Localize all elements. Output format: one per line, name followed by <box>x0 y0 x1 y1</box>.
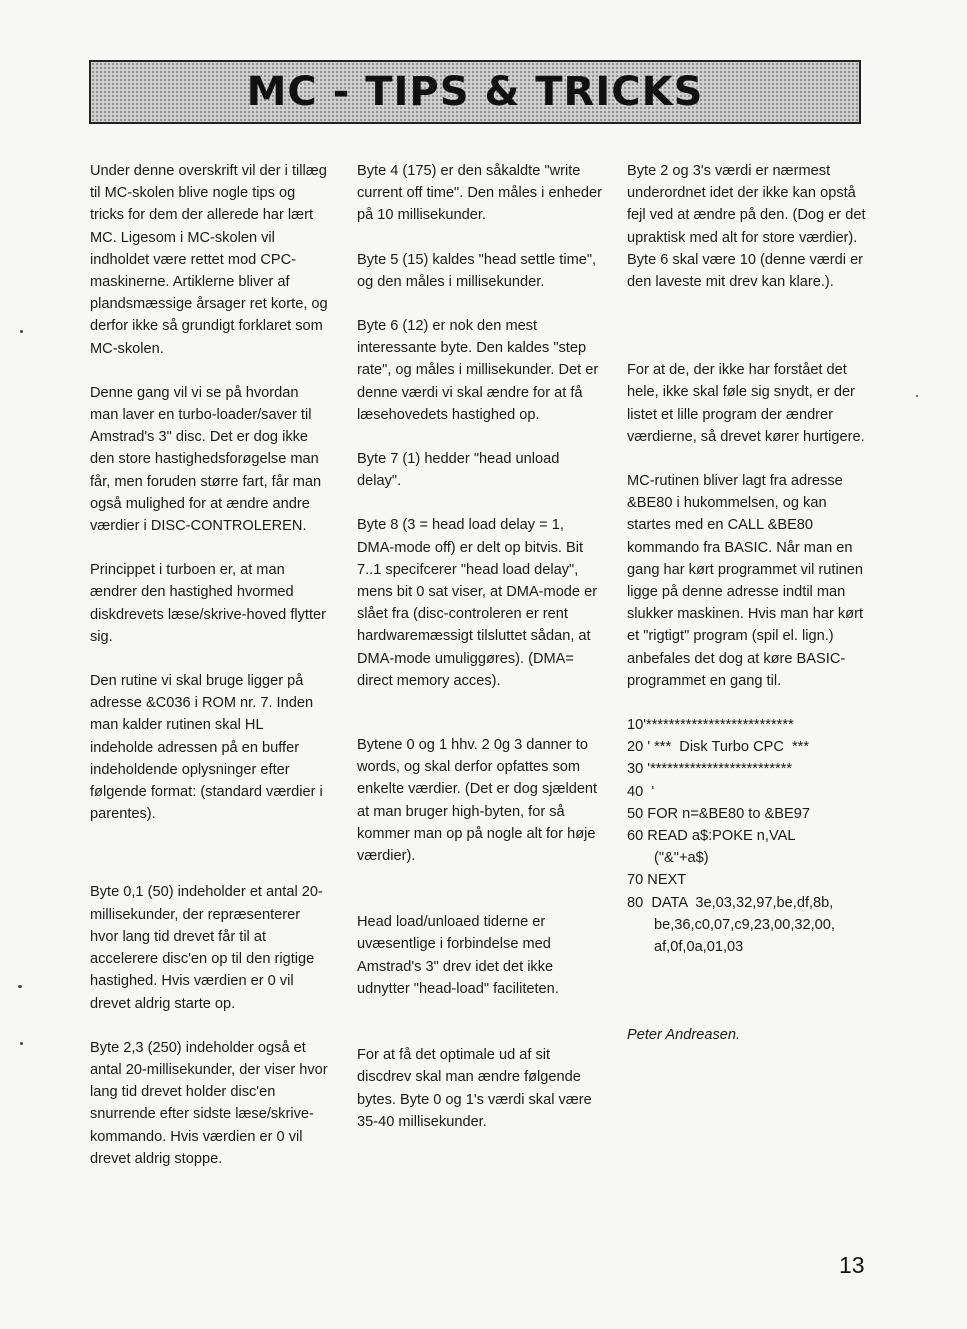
paragraph: Denne gang vil vi se på hvordan man laver en turbo-loader/saver til Amstrad's 3" disc. Det er dog ikke den store hastighedsforøgelse man får, men foruden større fart, får man også mulighed for at ændre andre værdier i DISC-CONTROLEREN. <box>90 384 322 535</box>
code-line: 40 ' <box>627 783 655 800</box>
code-line: af,0f,0a,01,03 <box>654 939 744 956</box>
code-line: ("&"+a$) <box>654 850 709 867</box>
code-line: 20 ' *** Disk Turbo CPC *** <box>627 739 810 756</box>
paragraph: Bytene 0 og 1 hhv. 2 0g 3 danner to words, og skal derfor opfattes som enkelte værdier. (Det er dog sjældent at man bruger high-byten, for så kommer man op på nogle alt for høje værdier). <box>357 737 598 865</box>
column-3 <box>627 160 872 1047</box>
scan-speck <box>916 395 918 397</box>
paragraph: Byte 2 og 3's værdi er nærmest underordnet idet der ikke kan opstå fejl ved at ændre på den. (Dog er det upraktisk med alt for store værdier). Byte 6 skal være 10 (denne værdi er den laveste mit drev kan klare.). <box>627 163 866 291</box>
page-title: MC - TIPS & TRICKS <box>246 69 704 115</box>
paragraph: Under denne overskrift vil der i tillæg til MC-skolen blive nogle tips og tricks for dem der allerede har lært MC. Ligesom i MC-skolen vil indholdet være rettet mod CPC-maskinerne. Artiklerne bliver af plandsmæssige årsager ret korte, og derfor ikke så grundigt forklaret som MC-skolen. <box>90 163 328 357</box>
paragraph: Byte 2,3 (250) indeholder også et antal 20-millisekunder, der viser hvor lang tid drevet holder disc'en snurrende efter sidste læse/skrive-kommando. Hvis værdien er 0 vil drevet aldrig stoppe. <box>90 1039 328 1167</box>
paragraph: Head load/unloaed tiderne er uvæsentlige i forbindelse med Amstrad's 3" drev idet det ikke udnytter "head-load" faciliteten. <box>357 914 559 997</box>
page-number: 13 <box>839 1252 865 1278</box>
paragraph: Byte 7 (1) hedder "head unload delay". <box>357 451 560 490</box>
paragraph: Den rutine vi skal bruge ligger på adresse &C036 i ROM nr. 7. Inden man kalder rutinen skal HL indeholde adressen på en buffer indeholdende oplysninger efter følgende format: (standard værdier i parentes). <box>90 673 323 823</box>
author-signature: Peter Andreasen. <box>627 1027 741 1044</box>
column-2 <box>357 160 602 1133</box>
paragraph: Princippet i turboen er, at man ændrer den hastighed hvormed diskdrevets læse/skrive-hoved flytter sig. <box>90 562 327 645</box>
paragraph: MC-rutinen bliver lagt fra adresse &BE80 i hukommelsen, og kan startes med en CALL &BE80 kommando fra BASIC. Når man en gang har kørt programmet vil rutinen ligge på denne adresse indtil man slukker maskinen. Hvis man har kørt et "rigtigt" program (spil el. lign.) anbefales det dog at køre BASIC-programmet en gang til. <box>627 473 864 689</box>
code-line: 50 FOR n=&BE80 to &BE97 <box>627 805 810 822</box>
paragraph: Byte 6 (12) er nok den mest interessante byte. Den kaldes "step rate", og måles i millisekunder. Det er denne værdi vi skal ændre for at få læsehovedets hastighed op. <box>357 318 599 423</box>
paragraph: Byte 0,1 (50) indeholder et antal 20-millisekunder, der repræsenterer hvor lang tid drevet får til at accelerere disc'en op til den rigtige hastighed. Hvis værdien er 0 vil drevet aldrig starte op. <box>90 884 323 1012</box>
code-line: 30 '************************* <box>627 761 793 778</box>
code-line: 10'************************** <box>627 717 794 734</box>
scan-speck <box>20 330 23 333</box>
code-line: 80 DATA 3e,03,32,97,be,df,8b, <box>627 894 834 911</box>
code-line: 60 READ a$:POKE n,VAL <box>627 828 796 845</box>
paragraph: Byte 8 (3 = head load delay = 1, DMA-mode off) er delt op bitvis. Bit 7..1 specifcerer "head load delay", mens bit 0 sat viser, at DMA-mode er slået fra (disc-controleren er rent hardwaremæssigt tilsluttet sådan, at DMA-mode umuliggøres). (DMA= direct memory acces). <box>357 517 598 689</box>
column-1 <box>90 160 330 1170</box>
scan-speck <box>20 1042 23 1045</box>
scan-speck <box>18 985 22 988</box>
code-line: be,36,c0,07,c9,23,00,32,00, <box>654 916 835 933</box>
title-banner <box>89 60 861 124</box>
paragraph: For at de, der ikke har forstået det hele, ikke skal føle sig snydt, er der listet et lille program der ændrer værdierne, så drevet kører hurtigere. <box>627 362 865 445</box>
code-line: 70 NEXT <box>627 872 687 889</box>
paragraph: Byte 5 (15) kaldes "head settle time", og den måles i millisekunder. <box>357 251 597 290</box>
paragraph: Byte 4 (175) er den såkaldte "write current off time". Den måles i enheder på 10 millisekunder. <box>357 163 603 224</box>
paragraph: For at få det optimale ud af sit discdrev skal man ændre følgende bytes. Byte 0 og 1's værdi skal være 35-40 millisekunder. <box>357 1047 592 1130</box>
basic-listing <box>627 714 872 958</box>
